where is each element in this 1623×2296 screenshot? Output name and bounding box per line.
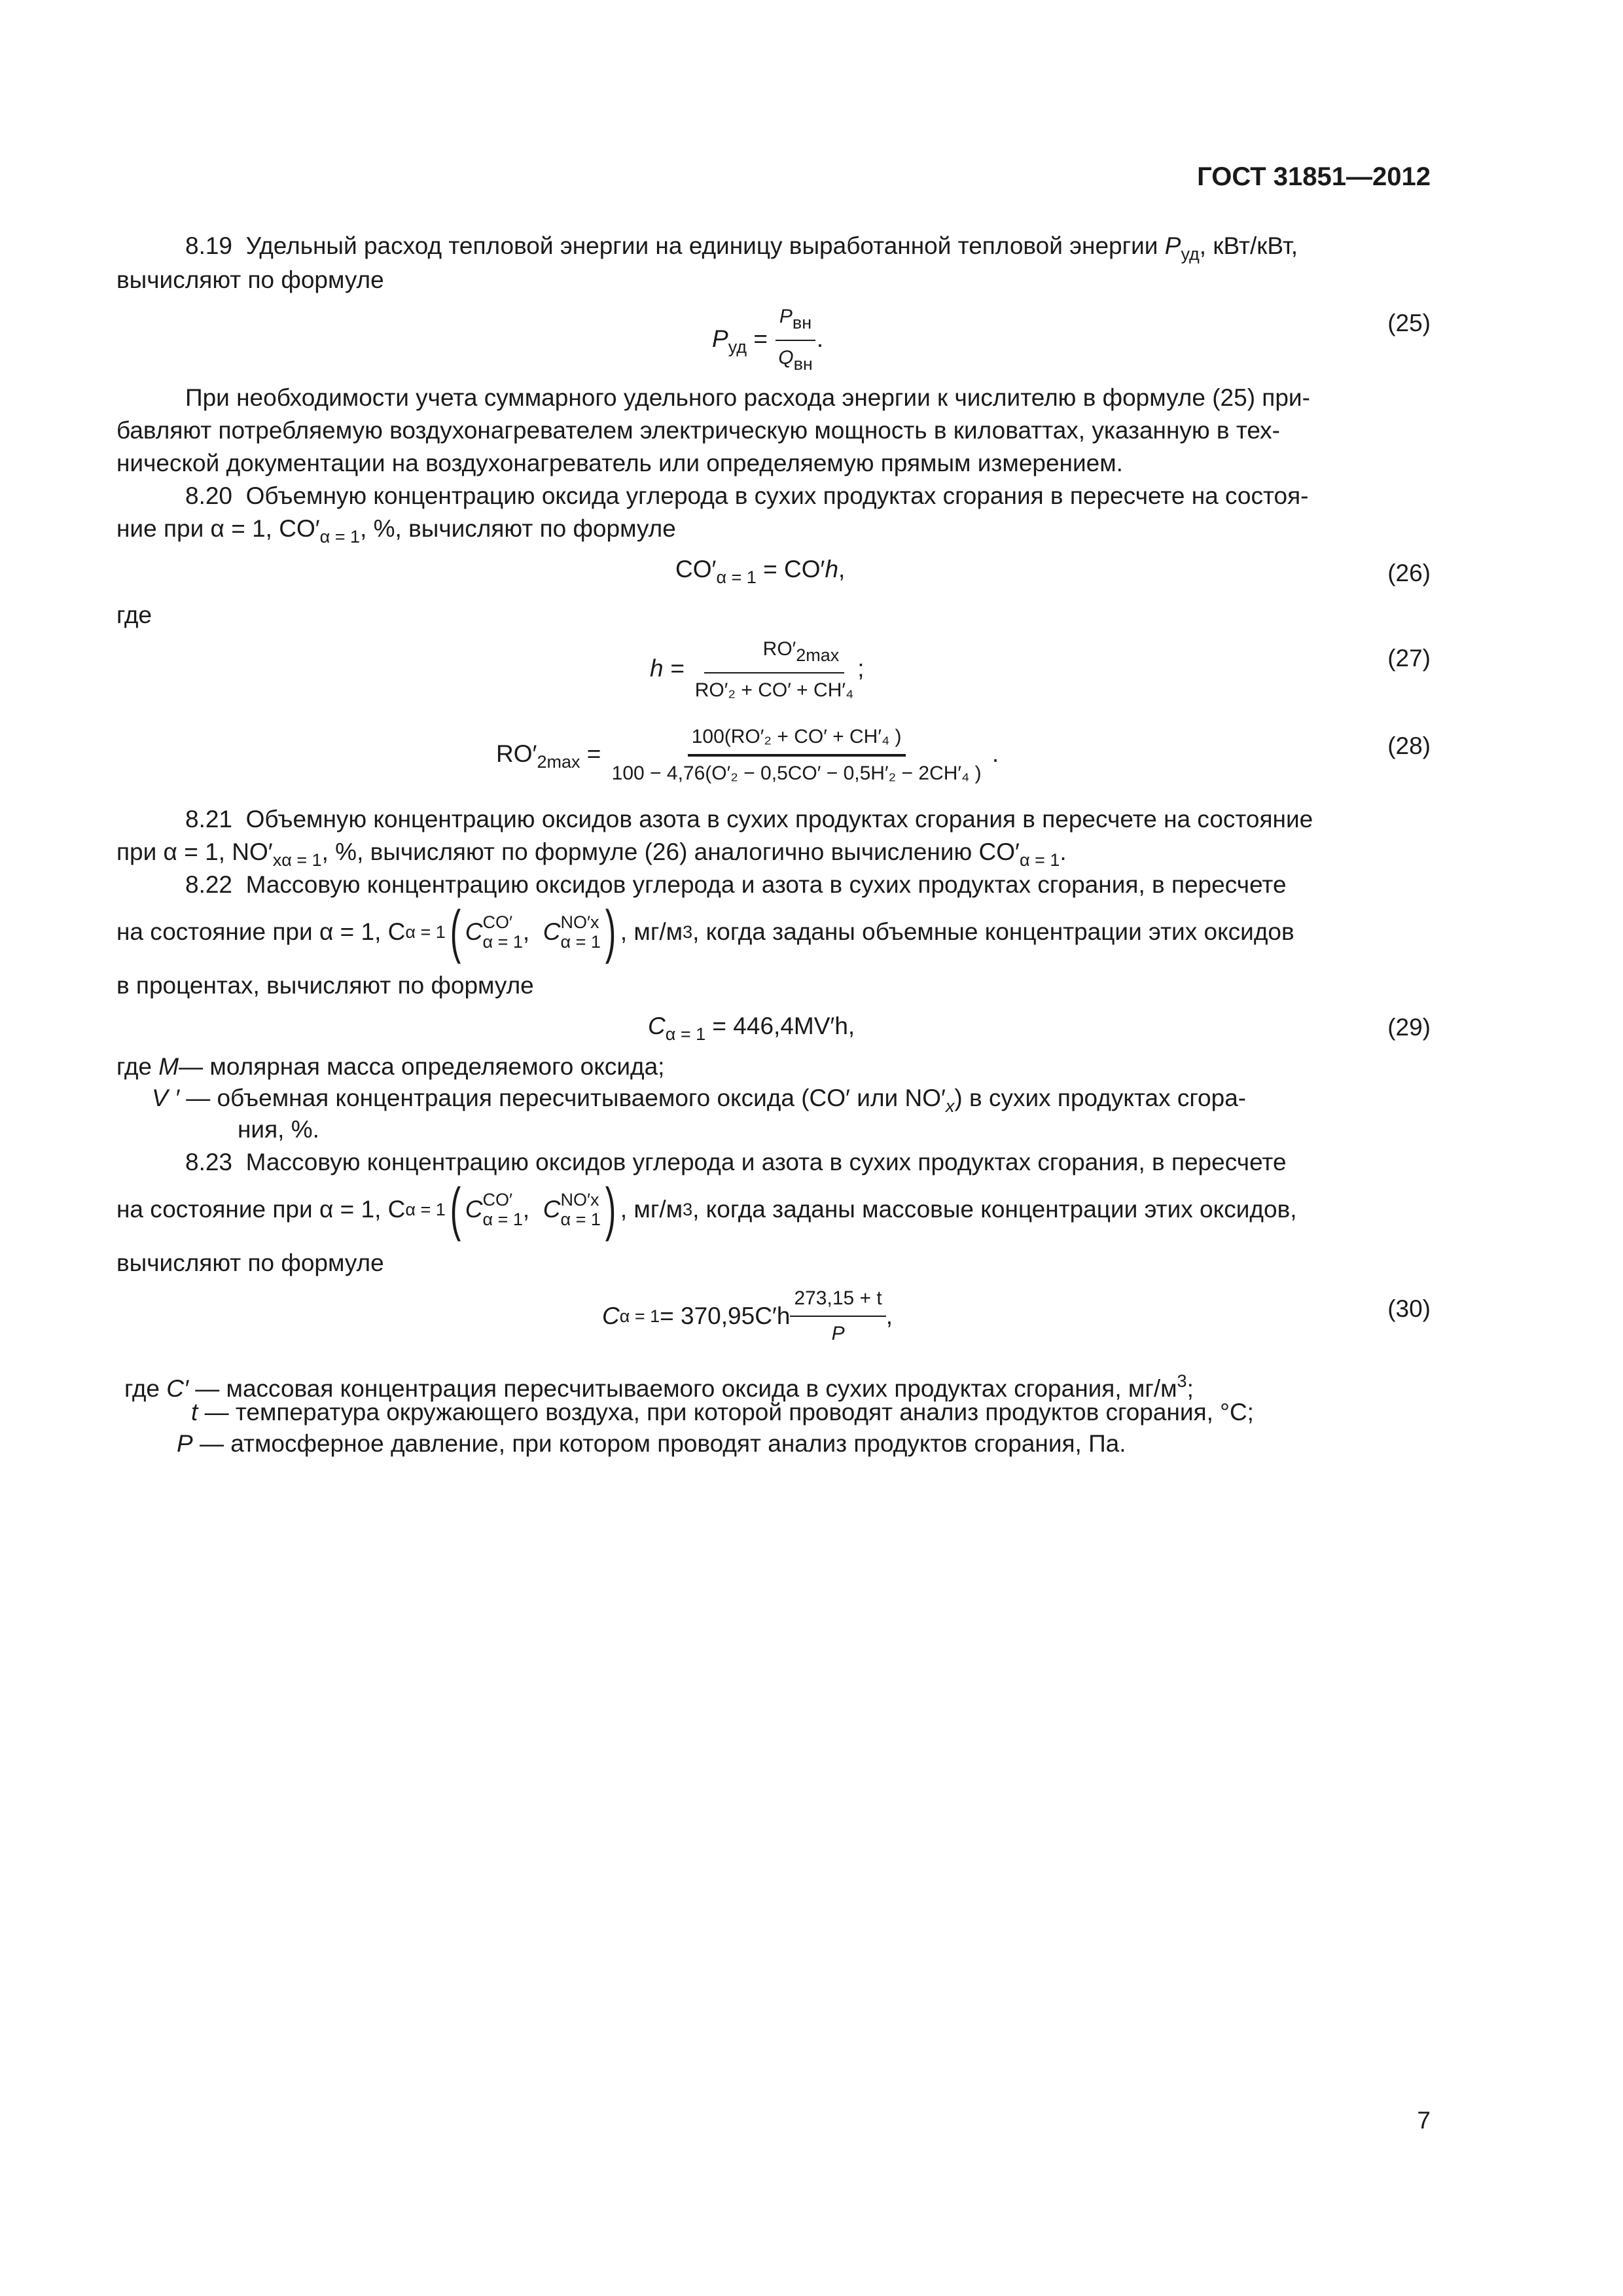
formula-number-26: (26) <box>1387 560 1431 586</box>
clause-8-19-line1 <box>185 230 1298 270</box>
note-line1: При необходимости учета суммарного удельного расхода энергии к числителю в формуле (25) при- <box>185 384 1310 411</box>
formula-27: h = $\frac{RO'2\max}{\text{RO′₂ + CO′ + CH′₄}}$ ; <box>650 634 865 706</box>
fraction: $\frac{\text{100(RO′₂ + CO′ + CH′₄ )}}{\text{100 − 4,76(O′₂ − 0,5CO′ − 0,5H′₂ − 2CH′₄ )}}$ <box>608 721 986 789</box>
clause-8-22-line1: 8.22 Массовую концентрацию оксидов углерода и азота в сухих продуктах сгорания, в пересчете <box>185 871 1287 898</box>
clause-8-23-line2: на состояние при α = 1, C α = 1 ( C CO′ α = 1 , C NO′x α = 1 ) , мг/м 3 , когда заданы массовые концентрации этих оксидов, <box>116 1177 1297 1242</box>
formula-number-28: (28) <box>1387 732 1431 759</box>
clause-8-21-line1: 8.21 Объемную концентрацию оксидов азота в сухих продуктах сгорания в пересчете на состояние <box>185 806 1313 833</box>
symbol: P <box>1164 232 1181 259</box>
unit-text: , кВт/кВт, <box>1199 232 1298 259</box>
symbol: P <box>712 325 728 352</box>
formula-number-29: (29) <box>1387 1014 1431 1041</box>
page-number: 7 <box>1417 2107 1431 2134</box>
formula-30: C α = 1 = 370,95C′h $\frac{273,15 + t}{P}$ , <box>602 1283 893 1350</box>
legend-V: V ′ — объемная концентрация пересчитываемого оксида (CO′ или $NO'_x$) в сухих продуктах сгора- <box>152 1085 1247 1116</box>
note-line2: бавляют потребляемую воздухонагревателем электрическую мощность в киловаттах, указанную в тех- <box>116 417 1280 444</box>
clause-8-19-line2: вычисляют по формуле <box>116 266 384 293</box>
subscript: уд <box>1181 244 1200 264</box>
formula-26: $CO'_{\alpha = 1} = CO'h$, <box>675 556 846 587</box>
legend-V-cont: ния, %. <box>238 1116 319 1143</box>
where-label: где <box>116 601 152 628</box>
formula-25: $P_{уд}$ = $\frac{\text{Pвн}}{\text{Qвн}}$ . <box>712 301 823 380</box>
legend-t: t — температура окружающего воздуха, при которой проводят анализ продуктов сгорания, °С; <box>191 1399 1254 1426</box>
formula-28: $RO'_{2max}$ = $\frac{\text{100(RO′₂ + CO′ + CH′₄ )}}{\text{100 − 4,76(O′₂ − 0,5CO′ − 0,5H′₂ − 2CH′₄ )}}$ . <box>496 721 999 789</box>
legend-C: где C′ — массовая концентрация пересчитываемого оксида в сухих продуктах сгорания, $мг/м^3$; <box>124 1371 1194 1402</box>
fraction: $\frac{RO'2\max}{\text{RO′₂ + CO′ + CH′₄}}$ <box>691 634 857 706</box>
formula-number-30: (30) <box>1387 1295 1431 1322</box>
clause-8-22-line2: на состояние при α = 1, C α = 1 ( C CO′ α = 1 , C NO′x α = 1 ) , мг/м 3 , когда заданы объемные концентрации этих оксидов <box>116 899 1294 965</box>
standard-header: ГОСТ 31851—2012 <box>1197 162 1431 191</box>
note-line3: нической документации на воздухонагреватель или определяемую прямым измерением. <box>116 450 1123 476</box>
clause-number: 8.19 <box>185 232 233 259</box>
formula-29: $C_{\alpha = 1} = 446,4MV'h$, <box>648 1013 855 1044</box>
fraction: $\frac{\text{Pвн}}{\text{Qвн}}$ <box>774 301 817 380</box>
clause-8-20-line1: 8.20 Объемную концентрацию оксида углерода в сухих продуктах сгорания в пересчете на состоя- <box>185 482 1309 509</box>
subscript: уд <box>728 336 747 357</box>
clause-8-23-line3: вычисляют по формуле <box>116 1249 384 1276</box>
operator: = <box>753 325 768 352</box>
clause-8-20-line2: ние при α = 1, $CO'_{\alpha = 1}$, %, вычисляют по формуле <box>116 515 676 547</box>
clause-8-23-line1: 8.23 Массовую концентрацию оксидов углерода и азота в сухих продуктах сгорания, в пересчете <box>185 1149 1287 1175</box>
legend-P: P — атмосферное давление, при котором проводят анализ продуктов сгорания, Па. <box>177 1430 1126 1457</box>
clause-8-21-line2: при α = 1, $NO'_{x\alpha = 1}$, %, вычисляют по формуле (26) аналогично вычислению $CO'_{\alpha = 1}$. <box>116 838 1067 870</box>
fraction: $\frac{273,15 + t}{P}$ <box>790 1283 885 1350</box>
formula-number-27: (27) <box>1387 645 1431 672</box>
clause-text: Удельный расход тепловой энергии на единицу выработанной тепловой энергии <box>245 232 1158 259</box>
legend-M: где M— молярная масса определяемого оксида; <box>116 1053 665 1080</box>
clause-8-22-line3: в процентах, вычисляют по формуле <box>116 972 534 999</box>
formula-number-25: (25) <box>1387 310 1431 336</box>
